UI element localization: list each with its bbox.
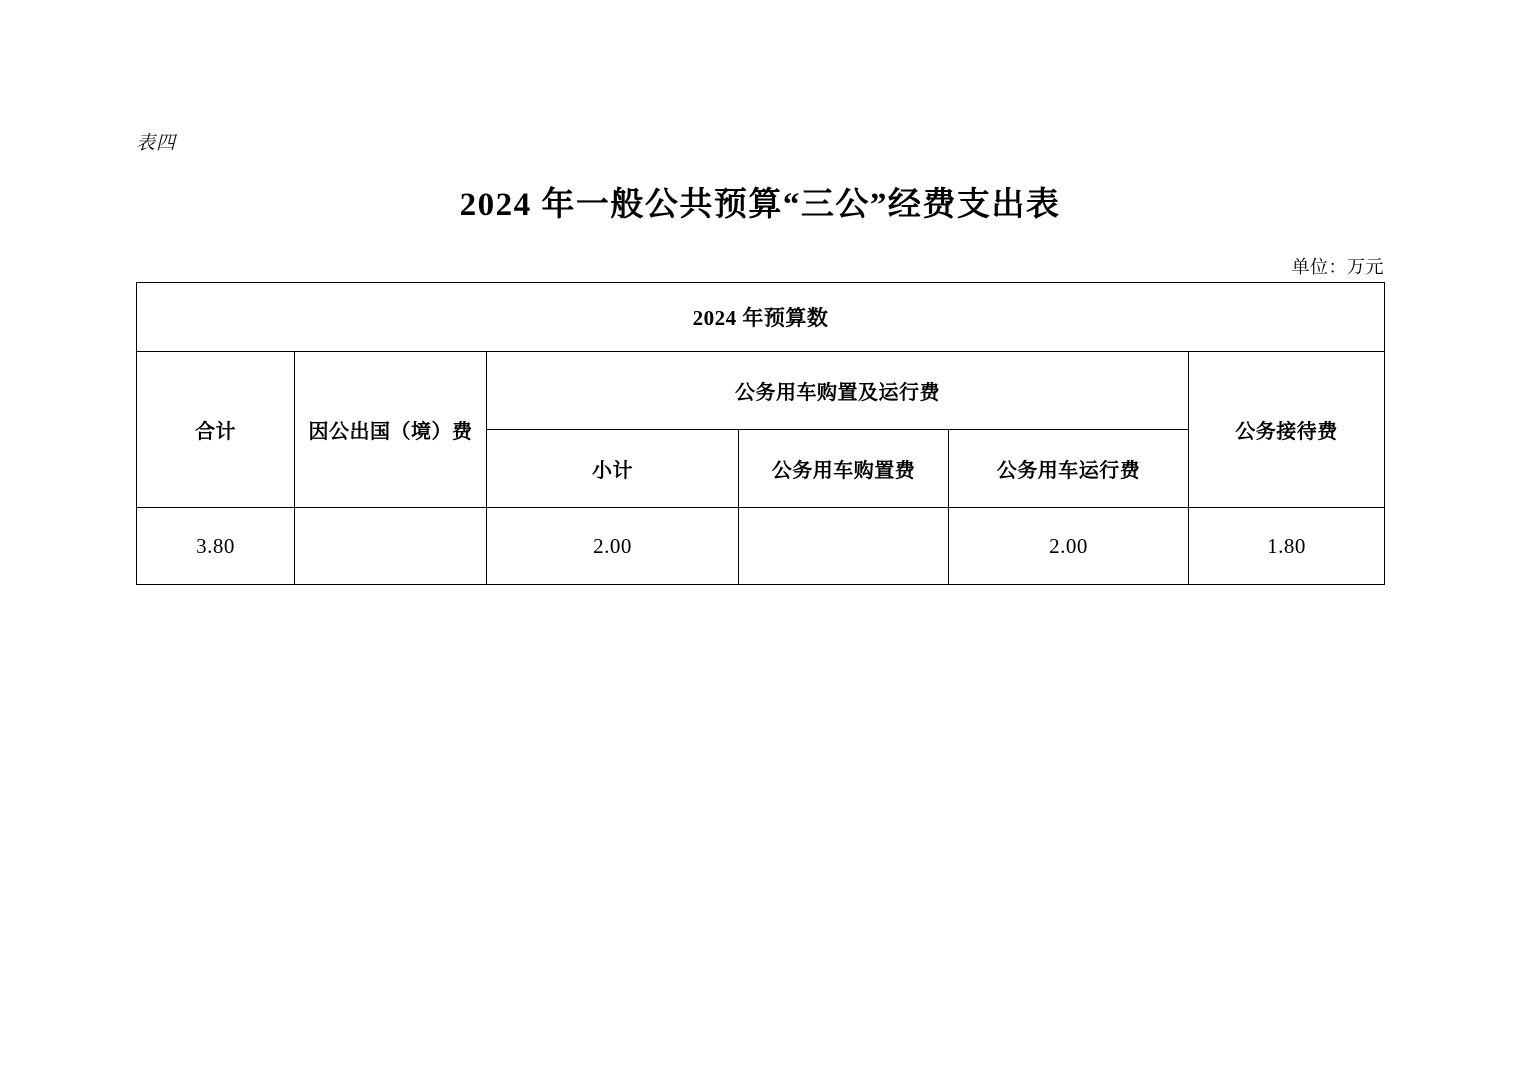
- header-vehicle-subtotal: 小计: [487, 430, 739, 508]
- header-total: 合计: [137, 352, 295, 508]
- table-row-data: [137, 508, 1385, 585]
- cell-vehicle-operation: 2.00: [949, 508, 1189, 585]
- header-vehicle-group: 公务用车购置及运行费: [487, 352, 1189, 430]
- budget-table: [136, 282, 1385, 585]
- group-header-cell: 2024 年预算数: [137, 283, 1385, 352]
- header-reception: 公务接待费: [1189, 352, 1385, 508]
- header-abroad: 因公出国（境）费: [295, 352, 487, 508]
- cell-reception: 1.80: [1189, 508, 1385, 585]
- table-row-group-header: [137, 283, 1385, 352]
- cell-vehicle-purchase: [739, 508, 949, 585]
- header-vehicle-operation: 公务用车运行费: [949, 430, 1189, 508]
- cell-vehicle-subtotal: 2.00: [487, 508, 739, 585]
- sheet-label: 表四: [136, 133, 177, 154]
- cell-abroad: [295, 508, 487, 585]
- table-row-header-top: [137, 352, 1385, 430]
- cell-total: 3.80: [137, 508, 295, 585]
- header-vehicle-purchase: 公务用车购置费: [739, 430, 949, 508]
- page-title: 2024 年一般公共预算“三公”经费支出表: [459, 187, 1061, 223]
- unit-note: 单位：万元: [1291, 257, 1384, 277]
